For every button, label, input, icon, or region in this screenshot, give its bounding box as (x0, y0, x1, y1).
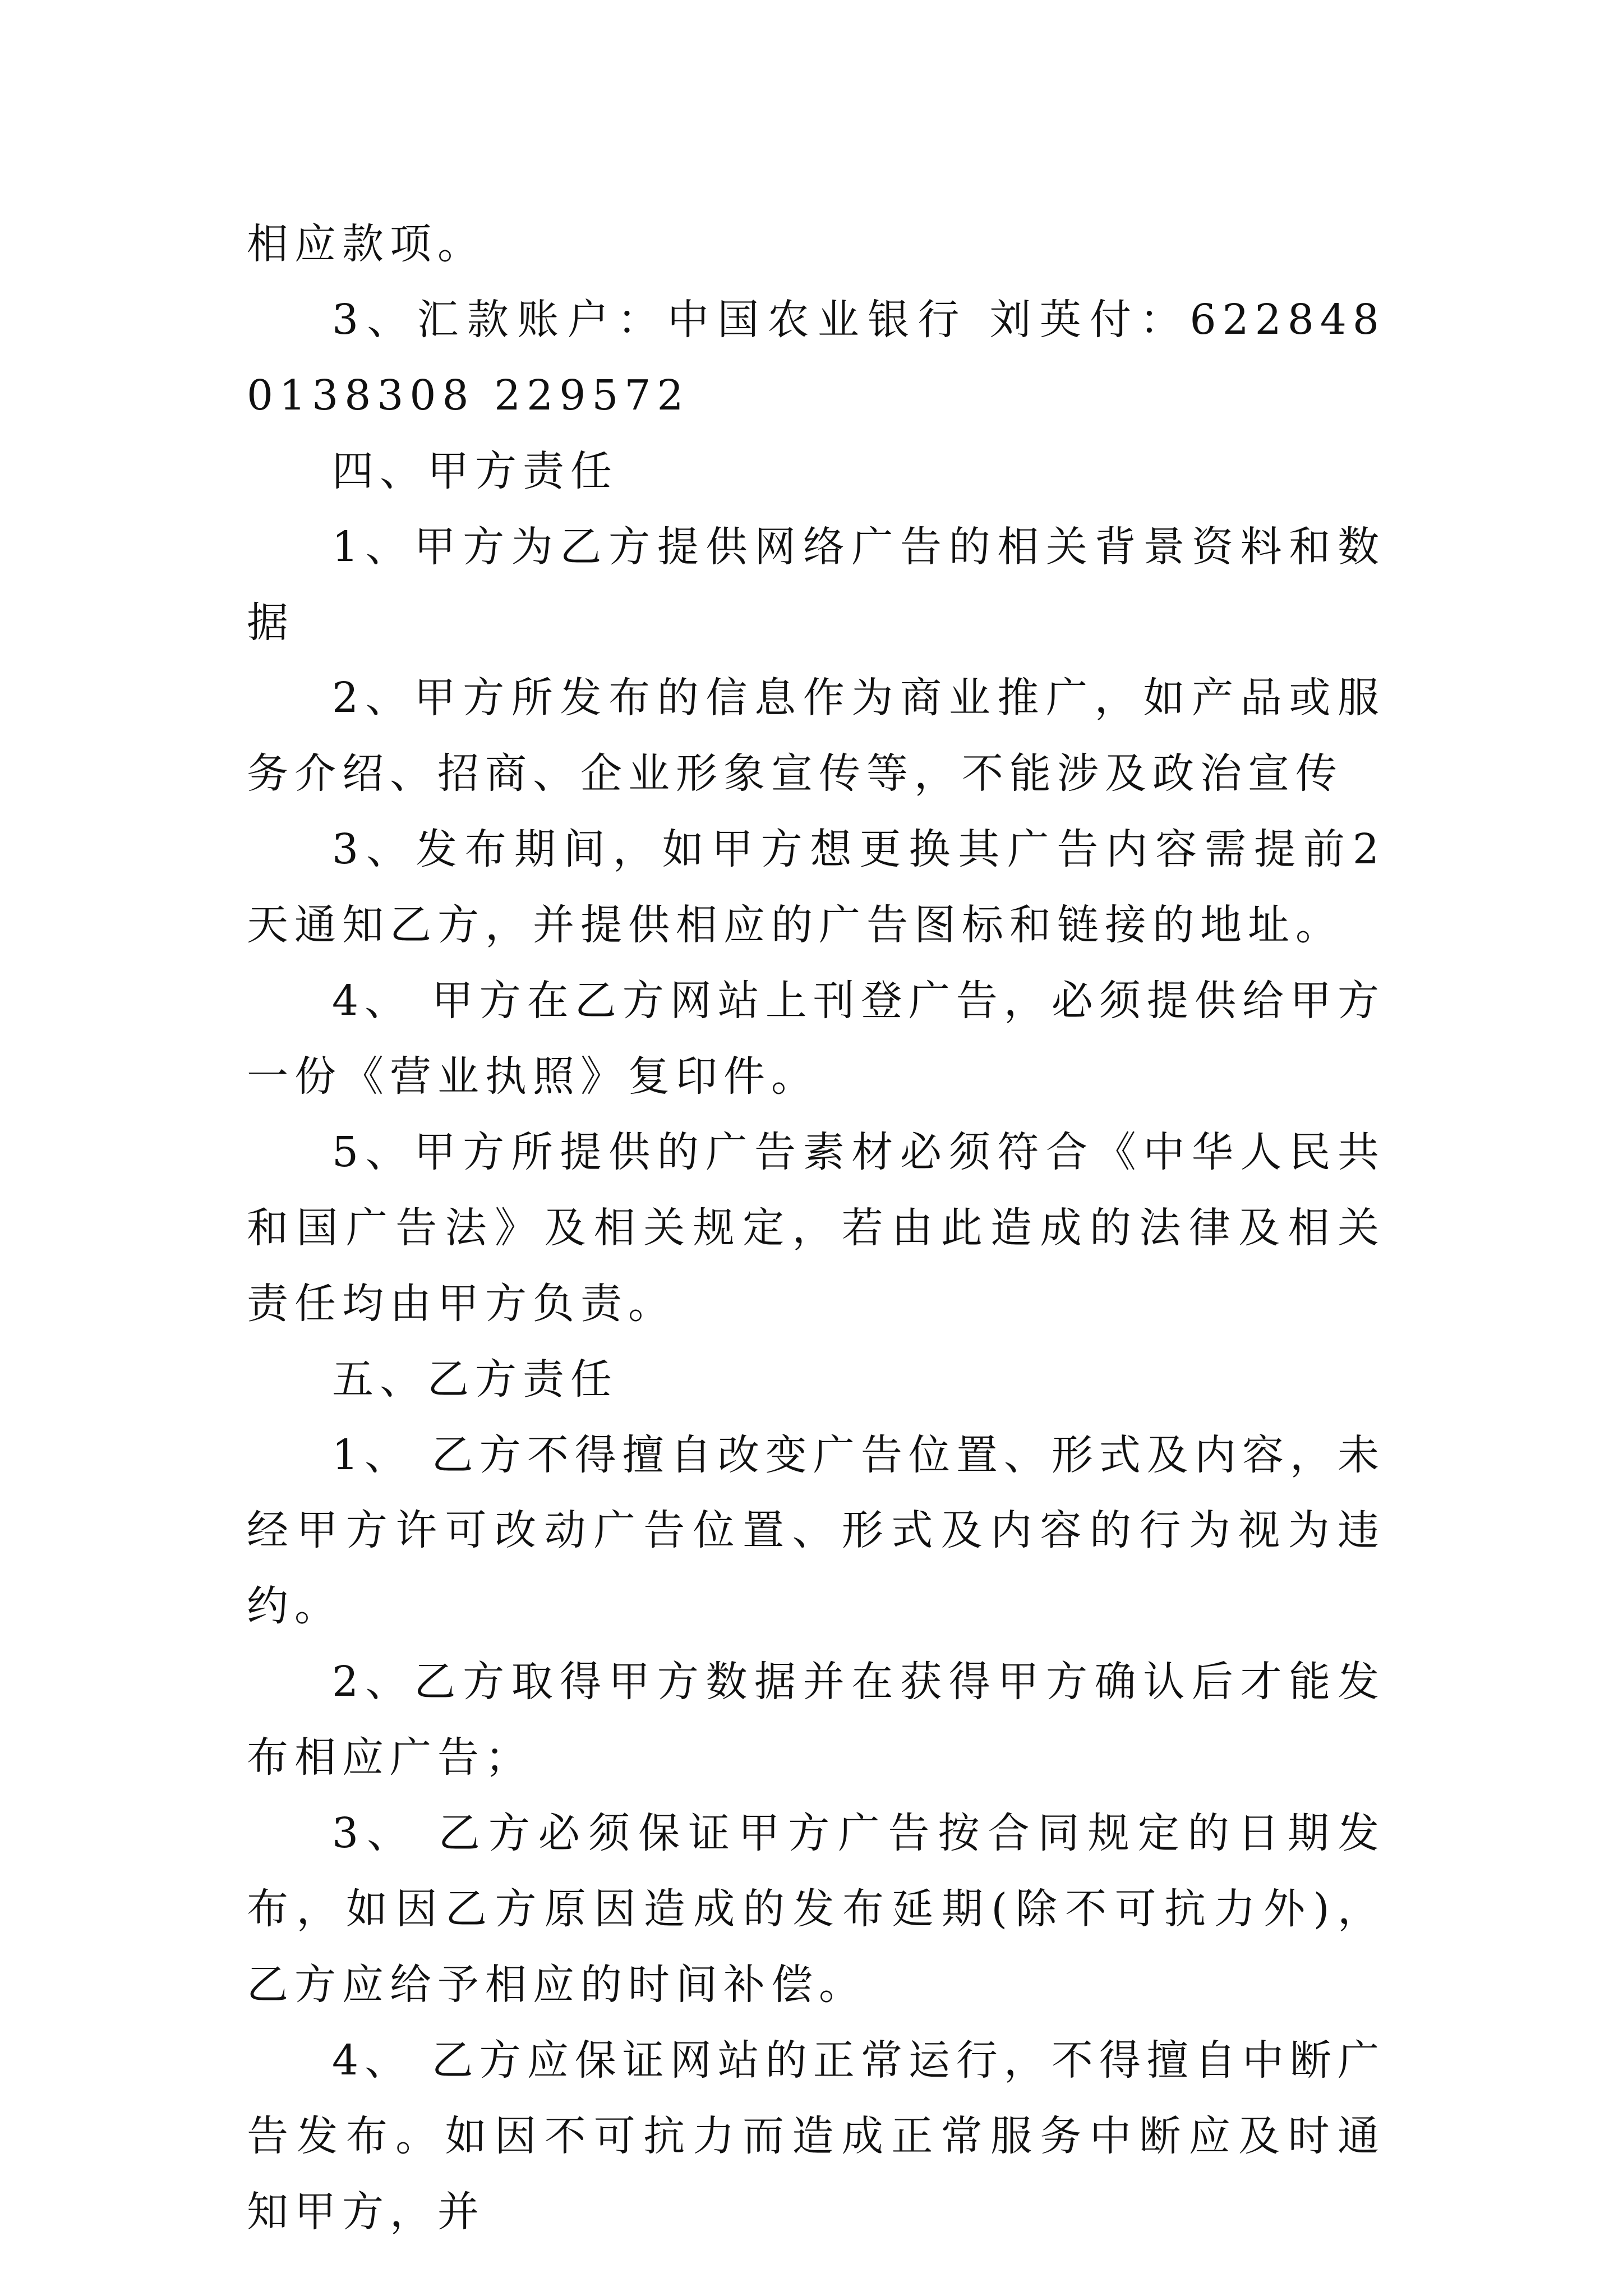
paragraph-party-a-duty-4: 4、 甲方在乙方网站上刊登广告，必须提供给甲方一份《营业执照》复印件。 (247, 977, 1385, 1101)
document-body (247, 206, 1405, 2249)
paragraph-party-b-duty-4: 4、 乙方应保证网站的正常运行，不得擅自中断广告发布。如因不可抗力而造成正常服务中断应及时通知甲方，并 (247, 2036, 1385, 2236)
paragraph-party-b-duty-2: 2、乙方取得甲方数据并在获得甲方确认后才能发布相应广告； (247, 1658, 1385, 1782)
paragraph-remittance-account: 3、汇款账户：中国农业银行 刘英付：622848 0138308 229572 (247, 295, 1405, 420)
section-heading-party-a-duties: 四、甲方责任 (332, 447, 618, 495)
paragraph-party-a-duty-5: 5、甲方所提供的广告素材必须符合《中华人民共和国广告法》及相关规定，若由此造成的法律及相关责任均由甲方负责。 (247, 1128, 1385, 1328)
paragraph-party-a-duty-2: 2、甲方所发布的信息作为商业推广，如产品或服务介绍、招商、企业形象宣传等，不能涉及政治宣传 (247, 674, 1385, 798)
section-heading-party-b-duties: 五、乙方责任 (332, 1355, 618, 1404)
paragraph-party-b-duty-1: 1、 乙方不得擅自改变广告位置、形式及内容，未经甲方许可改动广告位置、形式及内容的行为视为违约。 (247, 1430, 1385, 1631)
paragraph-party-b-duty-3: 3、 乙方必须保证甲方广告按合同规定的日期发布，如因乙方原因造成的发布延期(除不可抗力外)，乙方应给予相应的时间补偿。 (247, 1809, 1385, 2009)
paragraph-party-a-duty-1: 1、甲方为乙方提供网络广告的相关背景资料和数据 (247, 522, 1385, 647)
paragraph-party-a-duty-3: 3、发布期间，如甲方想更换其广告内容需提前2天通知乙方，并提供相应的广告图标和链接的地址。 (247, 825, 1385, 950)
paragraph-payment-continuation: 相应款项。 (247, 220, 485, 268)
